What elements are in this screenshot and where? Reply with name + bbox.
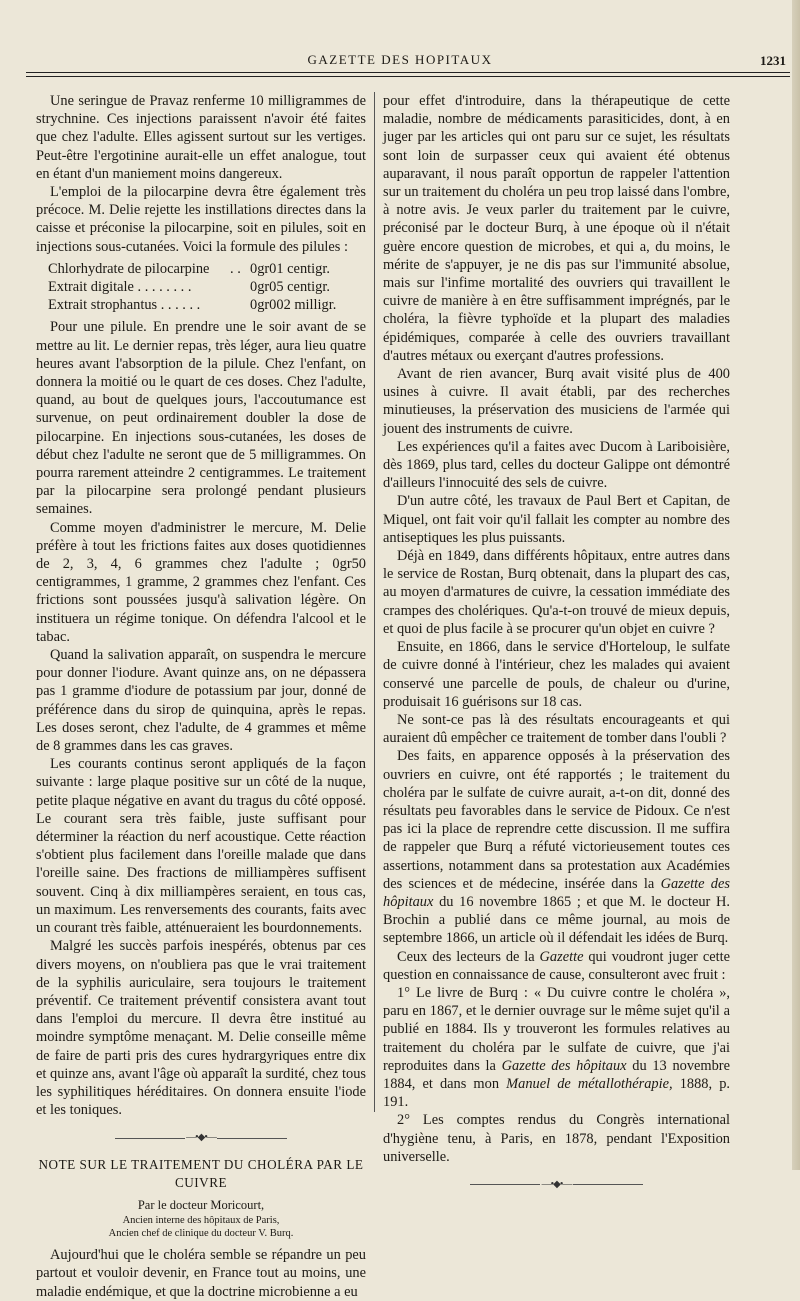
formula-dots	[230, 296, 250, 314]
ornament-line	[573, 1184, 643, 1185]
page-number: 1231	[760, 53, 786, 68]
formula-dots	[230, 278, 250, 296]
paragraph: Déjà en 1849, dans différents hôpitaux, entre autres dans le service de Rostan, Burq obtenait, dans la plupart des cas, au moyen d'armatures de cuivre, la cessation immédiate des crampes des cholériques. Qu'a-t-on trouvé de mieux depuis, et quoi de plus facile à se procurer qu'un objet en cuivre ?	[383, 548, 730, 637]
paragraph: Ne sont-ce pas là des résultats encourageants et qui auraient dû empêcher ce traitement de tomber dans l'oubli ?	[383, 711, 730, 747]
paragraph: Aujourd'hui que le choléra semble se répandre un peu partout et vouloir devenir, en France tout au moins, une maladie endémique, et que la doctrine microbienne a eu	[36, 1247, 366, 1300]
book-title: Manuel de métallothérapie,	[506, 1075, 673, 1092]
ornament-glyph: —•◆•—	[541, 1178, 572, 1190]
paragraph: Comme moyen d'administrer le mercure, M. Delie préfère à tout les frictions faites aux doses quotidiennes de 2, 3, 4, 6 grammes chez l'adulte ; 0gr50 centigrammes, 1 gramme, 2 grammes chez l'enfant. Ces frictions sont poussées jusqu'à salivation légère. On instituera un régime tonique. On défendra l'alcool et le tabac.	[36, 519, 366, 645]
paragraph: 2° Les comptes rendus du Congrès international d'hygiène tenu, à Paris, en 1878, pendant l'Exposition universelle.	[383, 1112, 730, 1165]
article-title: NOTE SUR LE TRAITEMENT DU CHOLÉRA PAR LE CUIVRE	[38, 1156, 364, 1190]
right-column	[383, 92, 730, 1202]
paragraph	[383, 984, 730, 1111]
journal-title: Gazette des hôpitaux	[383, 875, 730, 910]
formula-dose: 0gr01 centigr.	[250, 260, 330, 277]
paragraph: L'emploi de la pilocarpine devra être également très précoce. M. Delie rejette les instillations directes dans la caisse et préconise la pilocarpine, soit en pilules, soit en injections sous-cutanées. Voici la formule des pilules :	[36, 184, 366, 255]
paragraph: Pour une pilule. En prendre une le soir avant de se mettre au lit. Le dernier repas, très léger, aura lieu quatre heures avant l'absorption de la pilule. Chez l'enfant, on donnera la moitié ou le quart de ces doses. Chez l'adulte, quand, au bout de quelques jours, l'accoutumance est survenue, on peut ordinairement doubler la dose de pilocarpine. En injections sous-cutanées, les doses de début chez l'adulte ne seront que de 5 milligrammes. On pourra rarement atteindre 2 centigrammes. Le traitement par la pilocarpine sera prolongé pendant plusieurs semaines.	[36, 319, 366, 518]
running-title: GAZETTE DES HOPITAUX	[307, 52, 493, 67]
ornament-line	[217, 1138, 287, 1139]
paragraph: Une seringue de Pravaz renferme 10 milligrammes de strychnine. Ces injections paraissent n'avoir été faites que chez l'adulte. Elles agissent surtout sur les vertiges. Peut-être l'ergotinine aurait-elle un effet analogue, tout en étant d'un maniement moins dangereux.	[36, 93, 366, 182]
formula-dose: 0gr05 centigr.	[250, 279, 330, 296]
paragraph: D'un autre côté, les travaux de Paul Bert et Capitan, de Miquel, ont fait voir qu'il fallait les compter au nombre des antiseptiques les plus puissants.	[383, 493, 730, 546]
ornament-line	[470, 1184, 540, 1185]
journal-title: Gazette	[539, 948, 584, 965]
author-credential: Ancien chef de clinique du docteur V. Burq.	[108, 1228, 294, 1240]
formula-drug: Extrait digitale . . . . . . . .	[48, 279, 192, 296]
text-run: Ceux des lecteurs de la	[397, 948, 535, 965]
text-run: 1888, p. 191.	[383, 1075, 730, 1111]
author-credential: Ancien interne des hôpitaux de Paris,	[122, 1215, 280, 1227]
formula-row	[36, 260, 366, 278]
column-divider	[374, 92, 375, 1112]
formula-drug: Extrait strophantus . . . . . .	[48, 297, 201, 314]
byline-block	[36, 1196, 366, 1240]
paragraph	[383, 747, 730, 947]
formula-row	[36, 296, 366, 314]
paragraph: Les expériences qu'il a faites avec Ducom à Lariboisière, dès 1869, plus tard, celles du docteur Galippe ont démontré d'ailleurs l'innocuité des sels de cuivre.	[383, 438, 730, 492]
ornament-glyph: —•◆•—	[186, 1132, 216, 1144]
ornament-line	[115, 1138, 185, 1139]
page-header	[0, 48, 800, 74]
author-byline: Par le docteur Moricourt,	[137, 1197, 265, 1212]
text-run: 1° Le livre de Burq : « Du cuivre contre le choléra », paru en 1867, et le dernier ouvrage sur le même sujet qu'il a publié en 1884. Ils y trouveront les formules relatives au traitement du choléra par le sulfate de cuivre, que j'ai reproduites dans la	[383, 984, 730, 1074]
page-edge-shadow	[792, 0, 800, 1170]
section-ornament	[36, 1129, 366, 1147]
paragraph: Ensuite, en 1866, dans le service d'Horteloup, le sulfate de cuivre donné à l'intérieur, chez les malades qui avaient conservé une parcelle de pouls, de chaleur ou d'urine, produisait 16 guérisons sur 18 cas.	[383, 639, 730, 710]
header-double-rule	[26, 72, 790, 77]
formula-row	[36, 278, 366, 296]
end-ornament	[383, 1176, 730, 1194]
paragraph: Malgré les succès parfois inespérés, obtenus par ces divers moyens, on n'oubliera pas que le vrai traitement de la syphilis auriculaire, sera toujours le traitement préventif. Ce traitement préventif consistera avant tout dans l'emploi du mercure. Il devra être institué au moindre symptôme menaçant. M. Delie conseille même de faire de parti pris des cures hydrargyriques entre dix et quinze ans, avant l'âge où apparaît la surdité, chez tous les syphilitiques héréditaires. On donnera ensuite l'iode et les toniques.	[36, 938, 366, 1119]
paragraph: pour effet d'introduire, dans la thérapeutique de cette maladie, nombre de médicaments parasiticides, dont, à en juger par les articles qui ont paru sur ce sujet, les résultats sont loin de surpasser ceux qui avaient été obtenus auparavant, il nous paraît opportun de rappeler l'attention sur un traitement du choléra un peu trop laissé dans l'ombre, à notre avis. Je veux parler du traitement par le cuivre, préconisé par le docteur Burq, à une époque où il n'était guère encore question de microbes, et qui a, du moins, le mérite de s'appuyer, je ne dis pas sur l'immunité absolue, mais sur l'infime mortalité des ouvriers qui travaillent le cuivre de manière à en être suffisamment imprégnés, par le choléra, la fièvre typhoïde et la plupart des maladies épidémiques, comparée à celle des ouvriers travaillant d'autres métaux ou exerçant d'autres professions.	[383, 93, 730, 364]
paragraph	[383, 948, 730, 984]
text-run: du 13 novembre 1884, et dans mon	[383, 1057, 730, 1092]
text-run: qui voudront juger cette question en connaissance de cause, consulteront avec fruit :	[383, 948, 730, 983]
formula-dose: 0gr002 milligr.	[250, 297, 337, 314]
text-run: du 16 novembre 1865 ; et que M. le docteur H. Brochin a publié dans ce même journal, au mois de septembre 1866, un article où il défendait les idées de Burq.	[383, 893, 730, 947]
paragraph: Quand la salivation apparaît, on suspendra le mercure pour donner l'iodure. Avant quinze ans, on ne dépassera pas 1 gramme d'iodure de potassium par jour, donné de préférence dans du sirop de quinquina, après le repas. Les doses seront, chez l'adulte, de 4 grammes et même de 8 grammes dans les cas graves.	[36, 647, 366, 755]
pill-formula	[36, 260, 366, 315]
formula-drug: Chlorhydrate de pilocarpine	[48, 260, 210, 277]
journal-title: Gazette des hôpitaux	[501, 1057, 627, 1074]
left-column	[36, 92, 366, 1301]
paragraph: Les courants continus seront appliqués de la façon suivante : large plaque positive sur un côté de la nuque, petite plaque négative en avant du tragus du côté opposé. Le courant sera très faible, juste suffisant pour déterminer la réaction du nerf acoustique. Cette réaction s'obtient plus facilement dans l'oreille malade que dans l'oreille saine. Des fractions de milliampères suffisent souvent. Cinq à dix milliampères seraient, en tous cas, un maximum. Les renversements des courants, faits avec un courant très faible, atténueraient les bourdonnements.	[36, 756, 366, 937]
text-run: Des faits, en apparence opposés à la préservation des ouvriers en cuivre, ont été rapportés ; le traitement du choléra par le sulfate de cuivre aurait, a-t-on dit, donné des résultats peu favorables dans le service de Pidoux. Ce n'est pas ici la place de reprendre cette discussion. Il me suffira de rappeler que Burq a réfuté victorieusement toutes ces assertions, notamment dans sa protestation aux Académies des sciences et de médecine, insérée dans la	[383, 748, 730, 892]
formula-dots: . .	[230, 260, 241, 277]
paragraph: Avant de rien avancer, Burq avait visité plus de 400 usines à cuivre. Il avait établi, par des recherches minutieuses, la préservation des musiciens de l'armée qui jouent des instruments de cuivre.	[383, 366, 730, 437]
